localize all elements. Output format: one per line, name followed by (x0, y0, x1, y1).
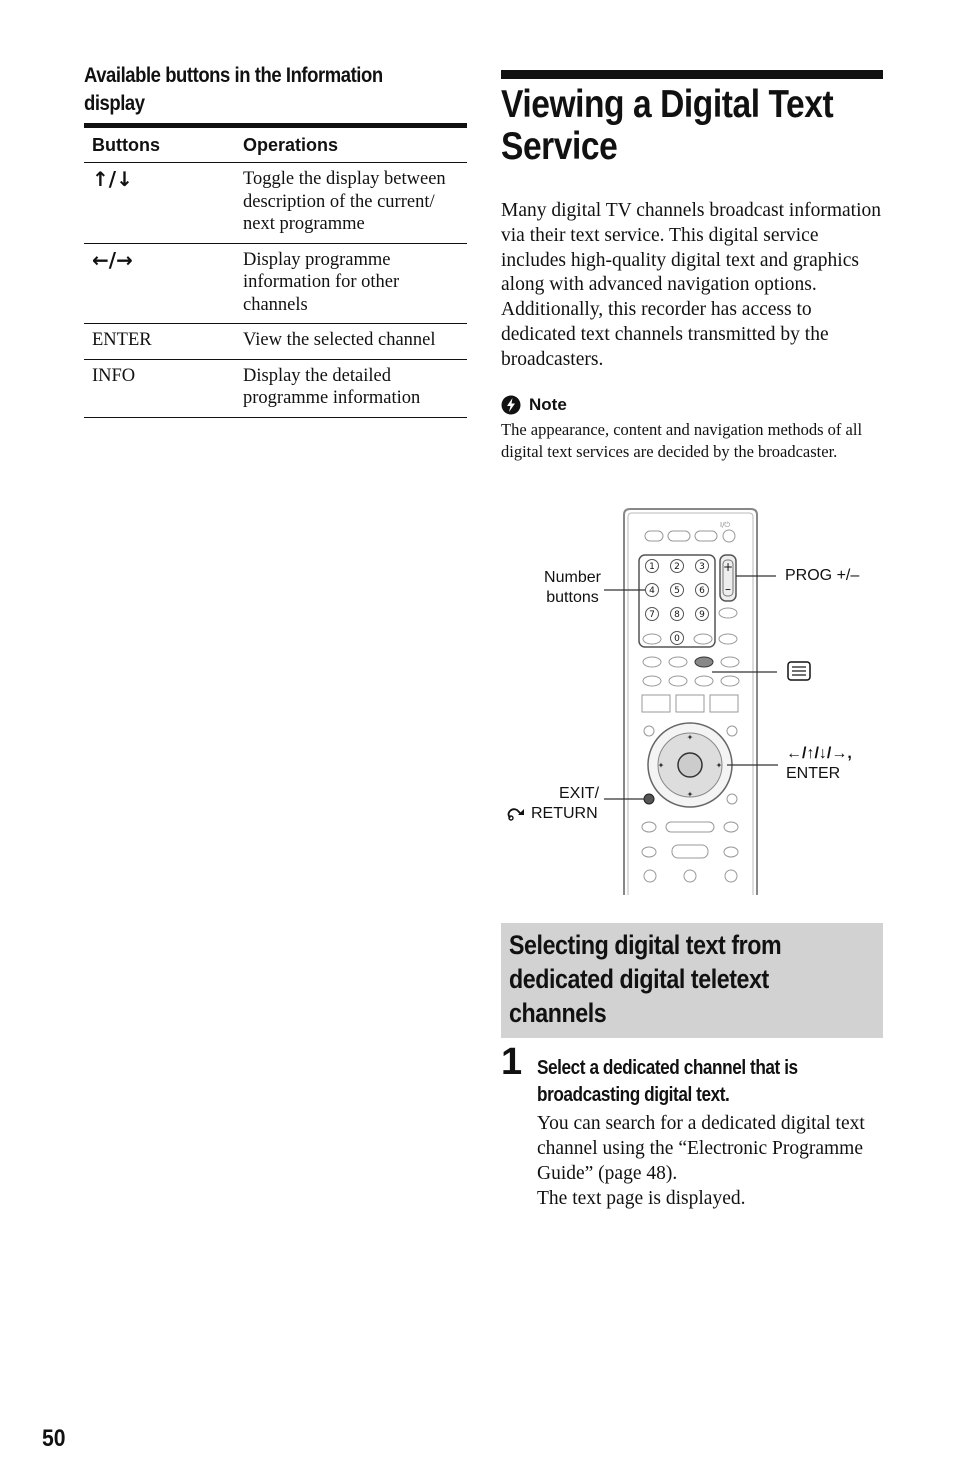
intro-paragraph: Many digital TV channels broadcast information via their text service. This digital service includes high-quality digital text and graphics along with advanced navigation options. Additionally, this recorder has access to dedicated text channels transmitted by the broadcasters. (501, 200, 881, 370)
teletext-icon (788, 662, 810, 680)
note-text: The appearance, content and navigation methods of all digital text services are decided by the broadcaster. (501, 420, 863, 461)
subsection-title: Selecting digital text from dedicated digital teletext channels (509, 930, 782, 1028)
svg-text:3: 3 (699, 562, 705, 572)
table-row (84, 243, 467, 324)
callout-return (506, 804, 598, 824)
header-buttons: Buttons (84, 126, 235, 163)
header-operations: Operations (235, 126, 467, 163)
svg-text:1: 1 (649, 562, 655, 572)
table-cell: View the selected channel (235, 324, 467, 360)
table-cell: ENTER (84, 324, 235, 360)
svg-text:8: 8 (674, 610, 680, 620)
svg-text:0: 0 (674, 634, 680, 644)
table-cell: Display the detailed programme information (235, 359, 467, 417)
note-heading (501, 395, 567, 415)
table-heading: Available buttons in the Information display (84, 64, 383, 115)
up-down-arrow-button: ↑/↓ (92, 167, 133, 191)
return-icon (506, 807, 528, 821)
table-cell: Display programme information for other channels (235, 243, 467, 324)
title-rule (501, 70, 883, 79)
table-row (84, 324, 467, 360)
step-heading: Select a dedicated channel that is broadcasting digital text. (537, 1057, 798, 1106)
step-result: The text page is displayed. (537, 1188, 746, 1209)
buttons-table (84, 123, 467, 418)
svg-text:+: + (722, 560, 734, 574)
page-title: Viewing a Digital Text Service (501, 83, 834, 168)
svg-text:7: 7 (649, 610, 655, 620)
svg-text:✦: ✦ (657, 761, 665, 770)
svg-text:✦: ✦ (715, 761, 723, 770)
callout-return-label: RETURN (531, 805, 598, 822)
page-number: 50 (42, 1425, 66, 1452)
callout-arrows: ←/↑/↓/→, (786, 745, 852, 762)
svg-text:6: 6 (699, 586, 705, 596)
callout-number-buttons: Number buttons (544, 569, 601, 606)
table-row (84, 359, 467, 417)
remote-control-drawing (500, 505, 885, 895)
table-cell: Toggle the display between description of the current/ next programme (235, 163, 467, 244)
callout-exit: EXIT/ (559, 785, 600, 802)
step-number: 1 (501, 1041, 523, 1083)
svg-text:✦: ✦ (686, 790, 694, 799)
svg-text:9: 9 (699, 610, 705, 620)
svg-text:2: 2 (674, 562, 680, 572)
svg-text:5: 5 (674, 586, 680, 596)
table-row (84, 163, 467, 244)
table-cell: INFO (84, 359, 235, 417)
callout-enter: ENTER (786, 765, 841, 782)
step-body: You can search for a dedicated digital text channel using the “Electronic Programme Guide” (page 48). (537, 1113, 865, 1184)
callout-prog: PROG +/– (785, 567, 860, 584)
remote-control-figure (500, 505, 885, 895)
table-header-row (84, 126, 467, 163)
note-icon (501, 395, 521, 415)
svg-text:–: – (725, 582, 731, 596)
svg-text:4: 4 (649, 586, 655, 596)
svg-text:✦: ✦ (686, 733, 694, 742)
svg-text:I/⏻: I/⏻ (720, 521, 730, 529)
note-label: Note (529, 395, 567, 414)
left-right-arrow-button: ←/→ (92, 247, 133, 272)
